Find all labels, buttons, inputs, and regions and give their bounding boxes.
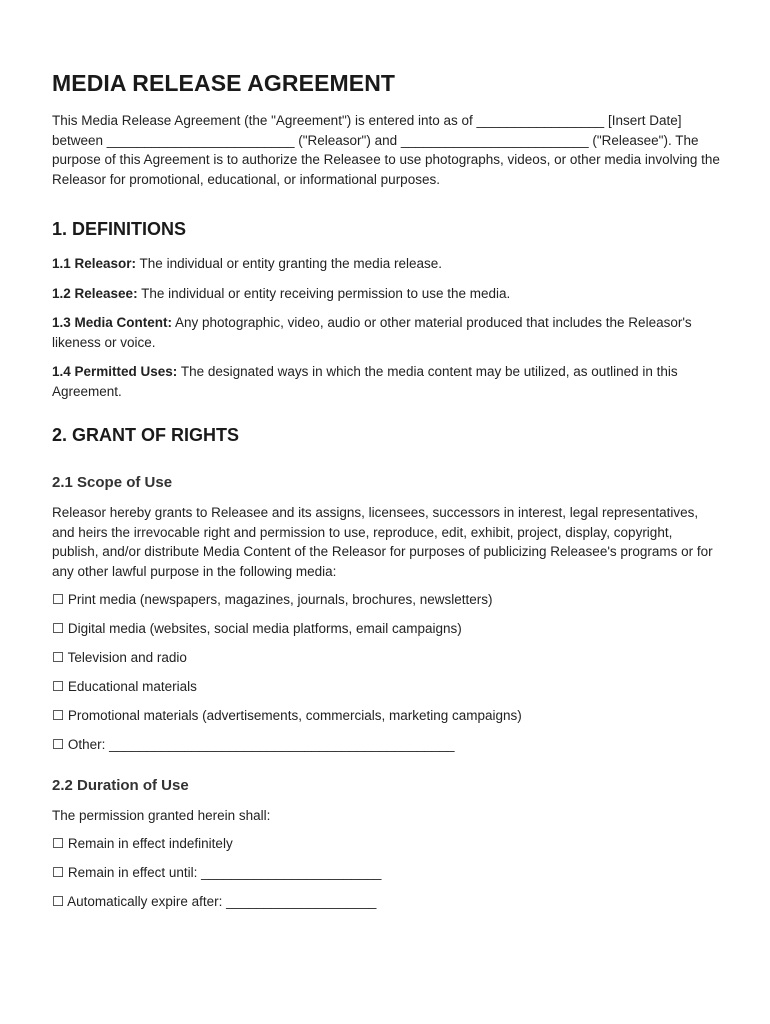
definition-text: The individual or entity granting the media release. xyxy=(136,256,442,271)
section-heading-definitions: 1. DEFINITIONS xyxy=(52,219,187,239)
definition-releasor xyxy=(52,254,722,274)
definition-media-content xyxy=(52,313,722,352)
definition-text: The individual or entity receiving permission to use the media. xyxy=(137,285,511,301)
subsection-heading-duration-of-use: 2.2 Duration of Use xyxy=(52,776,189,794)
document-title: MEDIA RELEASE AGREEMENT xyxy=(52,70,396,96)
option-promotional-materials[interactable]: ☐ Promotional materials (advertisements, commercials, marketing campaigns) xyxy=(52,708,522,723)
option-expire-after[interactable]: ☐ Automatically expire after: ____________________ xyxy=(52,894,377,909)
definition-term: 1.2 Releasee: xyxy=(52,285,138,301)
option-until-date[interactable]: ☐ Remain in effect until: ________________________ xyxy=(52,865,382,880)
definition-term: 1.3 Media Content: xyxy=(52,315,173,330)
definition-text: The designated ways in which the media content may be utilized, as outlined in this Agreement. xyxy=(52,364,678,399)
definition-releasee xyxy=(52,284,722,304)
option-indefinite[interactable]: ☐ Remain in effect indefinitely xyxy=(52,836,233,851)
scope-of-use-paragraph: Releasor hereby grants to Releasee and its assigns, licensees, successors in interest, legal representatives, and heirs the irrevocable right and permission to use, reproduce, edit, exhibit, project, display, copyright, publish, and/or distribute Media Content of the Releasor for purposes of publicizing Releasee's programs or for any other lawful purpose in the following media: xyxy=(52,505,713,579)
duration-of-use-paragraph: The permission granted herein shall: xyxy=(52,807,271,823)
option-other[interactable]: ☐ Other: ______________________________________________ xyxy=(52,737,455,752)
option-digital-media[interactable]: ☐ Digital media (websites, social media platforms, email campaigns) xyxy=(52,621,462,636)
definition-text: Any photographic, video, audio or other material produced that includes the Releasor's likeness or voice. xyxy=(52,315,692,350)
definition-term: 1.1 Releasor: xyxy=(52,256,137,271)
option-television-radio[interactable]: ☐ Television and radio xyxy=(52,650,187,665)
option-print-media[interactable]: ☐ Print media (newspapers, magazines, journals, brochures, newsletters) xyxy=(52,592,493,607)
option-educational-materials[interactable]: ☐ Educational materials xyxy=(52,679,197,694)
document-page xyxy=(52,70,722,921)
intro-paragraph: This Media Release Agreement (the "Agreement") is entered into as of _________________ [Insert Date] between _________________________ ("Releasor") and _________________________ ("Releasee"). The purpose of this Agreement is to authorize the Releasee to use photographs, videos, or other media involving the Releasor for promotional, educational, or informational purposes. xyxy=(52,113,720,187)
definition-permitted-uses xyxy=(52,362,722,401)
definition-term: 1.4 Permitted Uses: xyxy=(52,364,178,379)
section-heading-grant-of-rights: 2. GRANT OF RIGHTS xyxy=(52,425,240,445)
subsection-heading-scope-of-use: 2.1 Scope of Use xyxy=(52,474,173,491)
